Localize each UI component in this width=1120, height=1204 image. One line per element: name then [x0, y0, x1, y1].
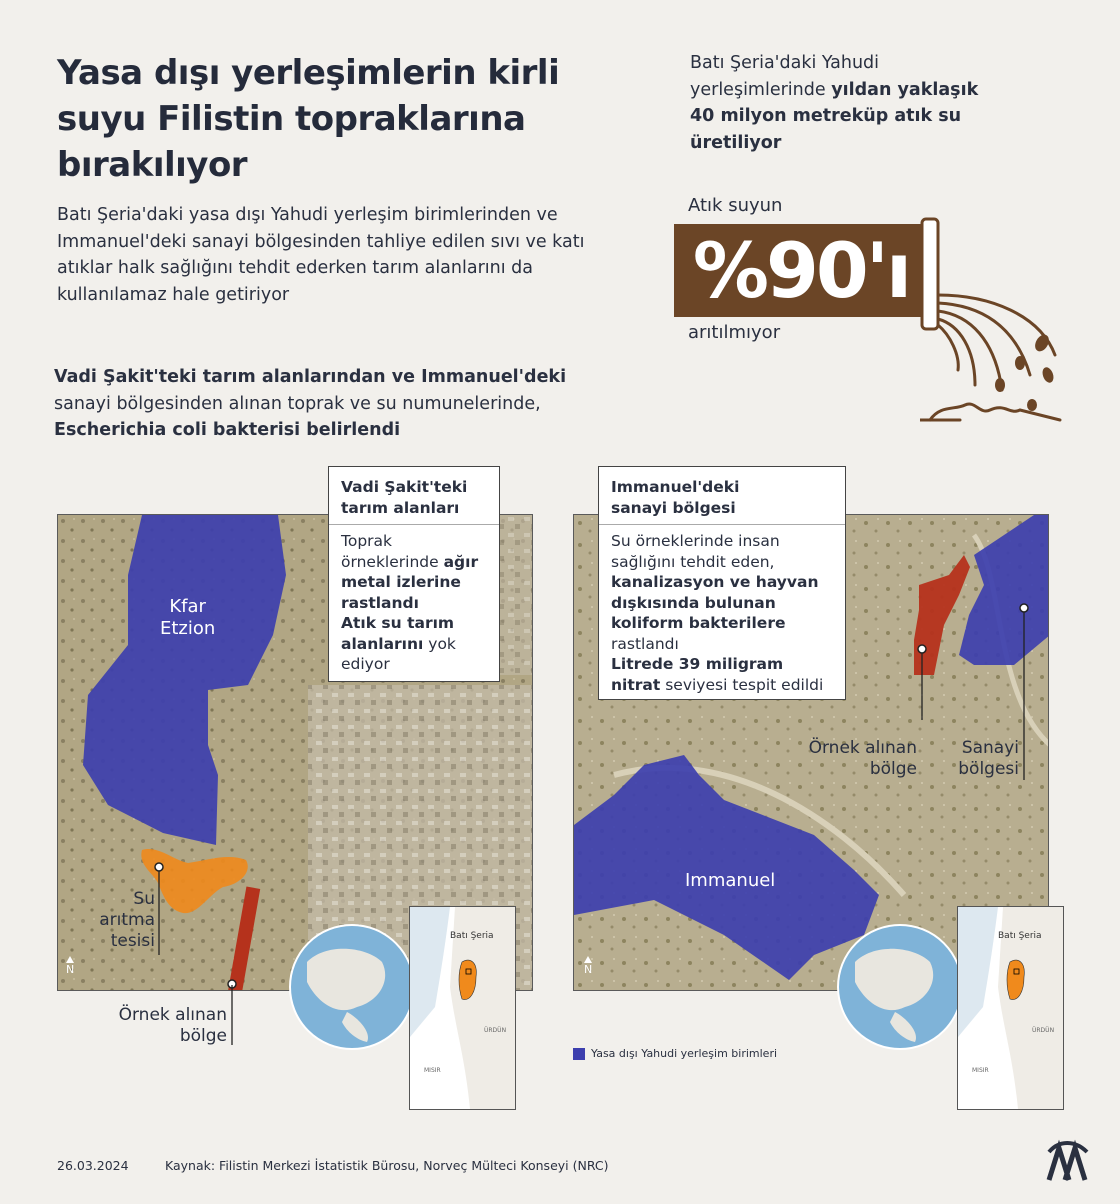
percent-bottom-label: arıtılmıyor [688, 322, 781, 343]
industry-l1: Sanayi [961, 738, 1019, 758]
stat-line2b: yıldan yaklaşık [831, 79, 979, 100]
stat-line2a: yerleşimlerinde [690, 79, 832, 100]
north-arrow-icon-2 [584, 956, 592, 976]
aa-logo-icon [1045, 1138, 1091, 1184]
stat-line1: Batı Şeria'daki Yahudi [690, 53, 880, 73]
kfar-label: Kfar [169, 596, 206, 617]
callout2-p2 [611, 654, 833, 695]
globe-icon-1 [287, 922, 417, 1052]
industry-label [945, 738, 1019, 780]
map2-settlement-label: Immanuel [685, 870, 776, 891]
legend-label: Yasa dışı Yahudi yerleşim birimleri [591, 1047, 778, 1060]
sample1-l2: bölge [179, 1026, 227, 1046]
stat-line2 [690, 77, 1020, 104]
ecoli-line1: Vadi Şakit'teki tarım alanlarından ve Immanuel'deki [54, 367, 567, 387]
callout1-title-l2: tarım alanları [341, 498, 460, 517]
callout2-p1 [611, 531, 833, 654]
sample2-l2: bölge [869, 759, 917, 779]
pipe-splash-icon [920, 215, 1065, 430]
treatment-l3: tesisi [110, 931, 155, 951]
ecoli-line3: Escherichia coli bakterisi belirlendi [54, 420, 401, 440]
treatment-label [80, 889, 155, 952]
north-label-2: N [584, 963, 593, 976]
sample2-l1: Örnek alınan [808, 738, 917, 758]
callout2-p2b: seviyesi tespit edildi [660, 675, 824, 694]
callout1-p2 [341, 613, 487, 675]
stat-line4: üretiliyor [690, 132, 782, 153]
sample1-l1: Örnek alınan [118, 1005, 227, 1025]
sample-label-1 [90, 1005, 227, 1047]
inset-map-2 [957, 906, 1064, 1110]
footer-date: 26.03.2024 [57, 1158, 129, 1173]
inset1-east: ÜRDÜN [484, 1027, 507, 1034]
callout2-title [599, 477, 845, 525]
inset1-region: Batı Şeria [450, 931, 494, 941]
page-title: Yasa dışı yerleşimlerin kirli suyu Filistin topraklarına bırakılıyor [57, 53, 560, 185]
ecoli-line2: sanayi bölgesinden alınan toprak ve su numunelerinde, [54, 393, 541, 414]
callout2-p1a: Su örneklerinde insan sağlığını tehdit eden, [611, 532, 780, 571]
callout-immanuel [598, 466, 846, 700]
callout2-p1c: rastlandı [611, 634, 679, 653]
industry-l2: bölgesi [958, 759, 1019, 779]
inset2-region: Batı Şeria [998, 931, 1042, 941]
legend-swatch [573, 1048, 585, 1060]
intro-text: Batı Şeria'daki yasa dışı Yahudi yerleşim birimlerinden ve Immanuel'deki sanayi bölgesinden tahliye edilen sıvı ve katı atıklar halk sağlığını tehdit ederken tarım alanlarını da kullanılamaz hale getiriyor [57, 205, 585, 305]
inset2-south: MISIR [972, 1067, 989, 1074]
treatment-l2: arıtma [99, 910, 155, 930]
percent-top-label: Atık suyun [688, 195, 783, 216]
callout-vadi-sakit [328, 466, 500, 682]
map1-settlement-label [160, 596, 215, 640]
inset2-east: ÜRDÜN [1032, 1027, 1055, 1034]
callout1-p1 [341, 531, 487, 613]
globe-icon-2 [835, 922, 965, 1052]
inset-map-1 [409, 906, 516, 1110]
footer-source: Kaynak: Filistin Merkezi İstatistik Bürosu, Norveç Mülteci Konseyi (NRC) [165, 1158, 609, 1173]
north-label-1: N [66, 963, 75, 976]
callout1-p2a: Atık su tarım alanlarını [341, 614, 455, 653]
wastewater-stat [690, 50, 1020, 156]
callout2-p1b: kanalizasyon ve hayvan dışkısında bulunan koliform bakterilere [611, 573, 819, 632]
callout1-title [329, 477, 499, 525]
inset1-south: MISIR [424, 1067, 441, 1074]
north-arrow-icon-1 [66, 956, 74, 976]
callout2-title-l1: Immanuel'deki [611, 478, 740, 496]
callout1-p2b: yok ediyor [341, 634, 456, 673]
callout1-p1a: Toprak örneklerinde [341, 532, 444, 571]
etzion-label: Etzion [160, 618, 216, 639]
treatment-l1: Su [133, 889, 155, 909]
sample-leader-1 [228, 985, 236, 1047]
callout2-title-l2: sanayi bölgesi [611, 498, 736, 517]
percent-value: %90'ı [674, 224, 928, 317]
stat-line3: 40 milyon metreküp atık su [690, 106, 962, 126]
callout2-p2a: Litrede 39 miligram nitrat [611, 655, 784, 694]
map-legend [573, 1047, 777, 1060]
callout1-p1b: ağır metal izlerine rastlandı [341, 552, 479, 612]
ecoli-statement [54, 364, 654, 444]
callout1-title-l1: Vadi Şakit'teki [341, 478, 468, 496]
sample-label-2 [795, 738, 917, 780]
